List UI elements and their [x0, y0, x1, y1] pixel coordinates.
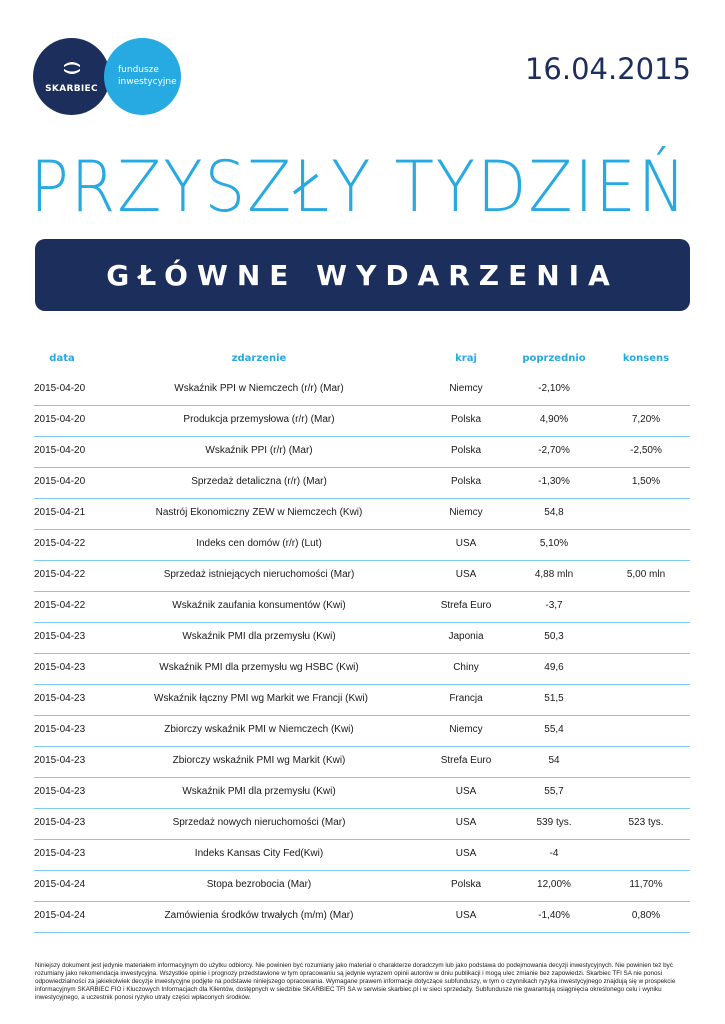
table-row — [34, 591, 690, 623]
cell-previous: 55,7 — [544, 786, 564, 797]
cell-country: Polska — [450, 476, 481, 487]
cell-previous: -1,40% — [538, 910, 570, 921]
cell-event: Wskaźnik łączny PMI wg Markit we Francji (Kwi) — [154, 693, 368, 704]
table-row — [34, 498, 690, 530]
cell-country: Japonia — [448, 631, 484, 642]
cell-previous: 54,8 — [544, 507, 564, 518]
cell-previous: 539 tys. — [536, 817, 572, 828]
cell-country: USA — [455, 910, 477, 921]
cell-country: Polska — [450, 414, 481, 425]
disclaimer: Niniejszy dokument jest jedynie materiałem informacyjnym do użytku odbiorcy. Nie powinien być rozumiany jako materiał o charakterze doradczym lub jako podstawa do podejmowania decyzji inwestycyjnych. Nie powinien też być rozumiany jako rekomendacja inwestycyjna. Wszystkie opinie i prognozy przedstawione w tym opracowaniu są jedynie wyrazem opinii autorów w dniu publikacji i mogą ulec zmianie bez zapowiedzi. Skarbiec TFI SA nie ponosi odpowiedzialności za jakiekolwiek decyzje inwestycyjne podjęte na podstawie niniejszego opracowania. Wymagane prawem informacje dotyczące subfunduszy, w tym o czynnikach ryzyka inwestycyjnego znajdują się w prospekcie informacyjnym SKARBIEC FIO i Kluczowych Informacjach dla Klientów, dostępnych w siedzibie SKARBIEC TFI SA w serwisie skarbiec.pl i w sieci sprzedaży. Subfundusze nie gwarantują osiągnięcia określonego celu i wyniku inwestycyjnego, a uczestnik ponosi ryzyko utraty części wpłaconych środków. — [35, 962, 676, 1001]
cell-date: 2015-04-22 — [34, 600, 86, 611]
table-row — [34, 436, 690, 468]
table-row — [34, 374, 690, 406]
cell-consensus: 11,70% — [629, 879, 663, 890]
header-previous: poprzednio — [522, 353, 586, 364]
cell-date: 2015-04-23 — [34, 693, 86, 704]
logo-brand-text: SKARBIEC — [45, 84, 98, 94]
cell-event: Nastrój Ekonomiczny ZEW w Niemczech (Kwi) — [155, 507, 363, 518]
cell-country: Niemcy — [449, 724, 483, 735]
cell-previous: 4,88 mln — [534, 569, 574, 580]
table-row — [34, 901, 690, 933]
cell-previous: 12,00% — [537, 879, 571, 890]
cell-country: Chiny — [453, 662, 479, 673]
cell-date: 2015-04-22 — [34, 569, 86, 580]
cell-consensus: 0,80% — [631, 910, 661, 921]
cell-previous: -3,7 — [545, 600, 563, 611]
cell-consensus: 523 tys. — [628, 817, 664, 828]
cell-previous: -2,70% — [538, 445, 570, 456]
cell-previous: -2,10% — [538, 383, 570, 394]
cell-country: Polska — [450, 445, 481, 456]
table-row — [34, 653, 690, 685]
cell-country: USA — [455, 569, 477, 580]
table-row — [34, 870, 690, 902]
cell-previous: -4 — [549, 848, 559, 859]
cell-consensus: 1,50% — [631, 476, 661, 487]
cell-country: USA — [455, 786, 477, 797]
cell-country: USA — [455, 848, 477, 859]
cell-date: 2015-04-24 — [34, 910, 86, 921]
cell-event: Zamówienia środków trwałych (m/m) (Mar) — [164, 910, 354, 921]
cell-previous: 55,4 — [544, 724, 564, 735]
cell-previous: 4,90% — [539, 414, 569, 425]
cell-date: 2015-04-23 — [34, 631, 86, 642]
publication-date: 16.04.2015 — [524, 52, 691, 86]
table-row — [34, 808, 690, 840]
cell-date: 2015-04-23 — [34, 724, 86, 735]
cell-event: Sprzedaż istniejących nieruchomości (Mar) — [163, 569, 355, 580]
cell-previous: 51,5 — [544, 693, 564, 704]
cell-event: Wskaźnik PMI dla przemysłu wg HSBC (Kwi) — [159, 662, 359, 673]
cell-date: 2015-04-20 — [34, 414, 86, 425]
page-title: PRZYSZŁY TYDZIEŃ — [30, 146, 688, 228]
header-country: kraj — [455, 353, 477, 364]
cell-country: Strefa Euro — [440, 755, 492, 766]
cell-event: Sprzedaż nowych nieruchomości (Mar) — [172, 817, 346, 828]
logo-sub-line2: inwestycyjne — [118, 77, 177, 87]
cell-previous: -1,30% — [538, 476, 570, 487]
table-row — [34, 622, 690, 654]
cell-date: 2015-04-23 — [34, 848, 86, 859]
cell-event: Indeks cen domów (r/r) (Lut) — [196, 538, 322, 549]
cell-event: Wskaźnik PPI (r/r) (Mar) — [205, 445, 313, 456]
cell-previous: 54 — [548, 755, 560, 766]
table-row — [34, 405, 690, 437]
cell-date: 2015-04-20 — [34, 383, 86, 394]
header-consensus: konsens — [622, 353, 670, 364]
table-row — [34, 777, 690, 809]
table-row — [34, 684, 690, 716]
table-row — [34, 560, 690, 592]
cell-date: 2015-04-20 — [34, 476, 86, 487]
cell-previous: 5,10% — [539, 538, 569, 549]
table-row — [34, 839, 690, 871]
cell-event: Wskaźnik PMI dla przemysłu (Kwi) — [182, 631, 336, 642]
banner-label: GŁÓWNE WYDARZENIA — [106, 258, 619, 292]
cell-date: 2015-04-22 — [34, 538, 86, 549]
cell-consensus: -2,50% — [630, 445, 662, 456]
cell-event: Wskaźnik PPI w Niemczech (r/r) (Mar) — [174, 383, 344, 394]
table-row — [34, 529, 690, 561]
cell-event: Wskaźnik zaufania konsumentów (Kwi) — [172, 600, 346, 611]
cell-country: USA — [455, 538, 477, 549]
table-row — [34, 746, 690, 778]
cell-country: Francja — [449, 693, 483, 704]
cell-country: Strefa Euro — [440, 600, 492, 611]
cell-event: Sprzedaż detaliczna (r/r) (Mar) — [191, 476, 327, 487]
funds-logo — [104, 38, 181, 115]
cell-country: Polska — [450, 879, 481, 890]
cell-event: Wskaźnik PMI dla przemysłu (Kwi) — [182, 786, 336, 797]
cell-consensus: 7,20% — [631, 414, 661, 425]
cell-event: Indeks Kansas City Fed(Kwi) — [194, 848, 324, 859]
cell-event: Zbiorczy wskaźnik PMI w Niemczech (Kwi) — [164, 724, 354, 735]
cell-country: Niemcy — [449, 383, 483, 394]
cell-date: 2015-04-23 — [34, 786, 86, 797]
cell-date: 2015-04-20 — [34, 445, 86, 456]
logo-sub-line1: fundusze — [118, 65, 159, 75]
cell-date: 2015-04-24 — [34, 879, 86, 890]
header-date: data — [49, 353, 75, 364]
skarbiec-emblem-icon — [61, 57, 83, 79]
cell-event: Produkcja przemysłowa (r/r) (Mar) — [183, 414, 335, 425]
cell-country: USA — [455, 817, 477, 828]
cell-event: Zbiorczy wskaźnik PMI wg Markit (Kwi) — [172, 755, 346, 766]
table-row — [34, 467, 690, 499]
cell-previous: 49,6 — [544, 662, 564, 673]
cell-consensus: 5,00 mln — [626, 569, 666, 580]
cell-date: 2015-04-23 — [34, 817, 86, 828]
cell-date: 2015-04-21 — [34, 507, 86, 518]
cell-date: 2015-04-23 — [34, 662, 86, 673]
section-banner — [35, 239, 690, 311]
cell-previous: 50,3 — [544, 631, 564, 642]
cell-date: 2015-04-23 — [34, 755, 86, 766]
cell-country: Niemcy — [449, 507, 483, 518]
skarbiec-logo — [33, 38, 110, 115]
cell-event: Stopa bezrobocia (Mar) — [206, 879, 312, 890]
table-row — [34, 715, 690, 747]
header-event: zdarzenie — [231, 353, 287, 364]
